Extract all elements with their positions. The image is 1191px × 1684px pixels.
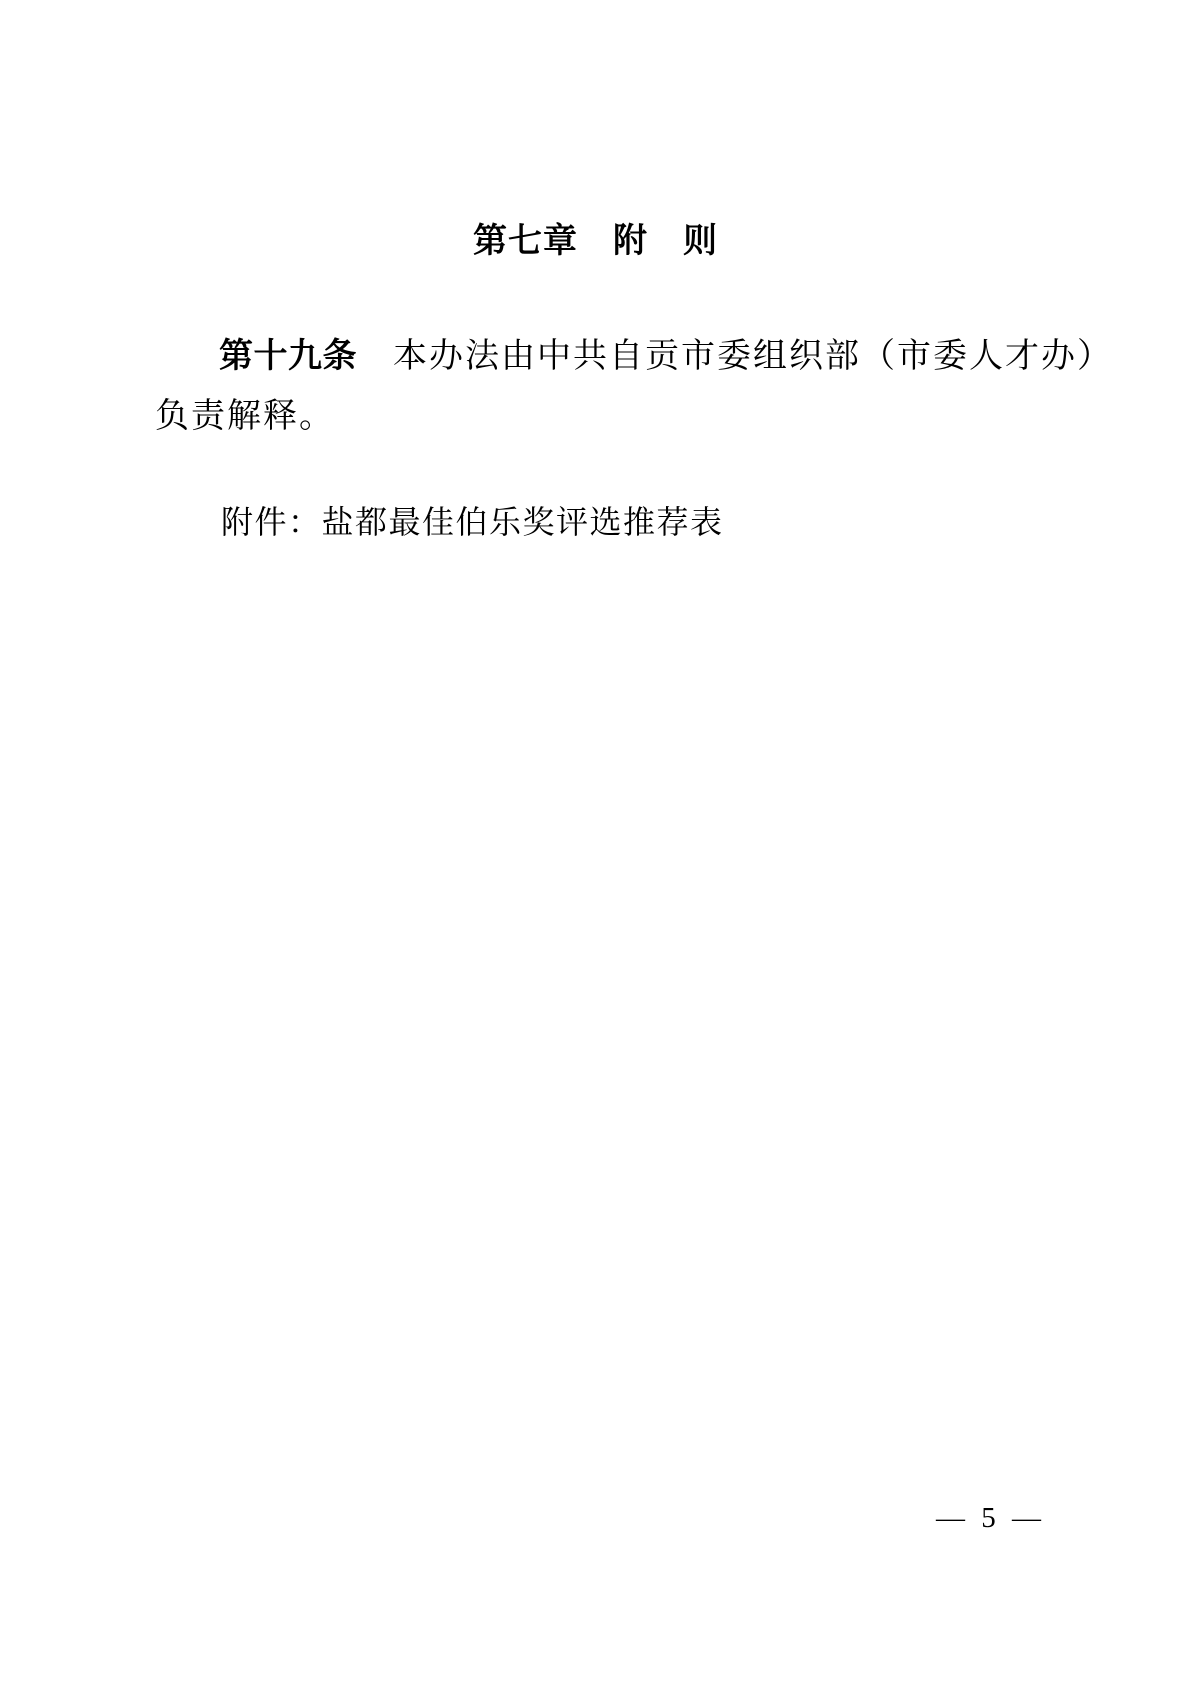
article-line-1 — [155, 326, 1113, 387]
attachment-line: 附件：盐都最佳伯乐奖评选推荐表 — [221, 504, 724, 540]
first-line-indent — [155, 366, 219, 367]
article-body-text: 本办法由中共自贡市委组织部（市委人才办） — [357, 338, 1113, 375]
chapter-heading: 第七章 附 则 — [473, 222, 718, 260]
article-line-2: 负责解释。 — [155, 398, 335, 435]
article-paragraph — [155, 326, 1113, 447]
article-number-label: 第十九条 — [219, 337, 357, 375]
page-number: — 5 — — [936, 1502, 1043, 1534]
